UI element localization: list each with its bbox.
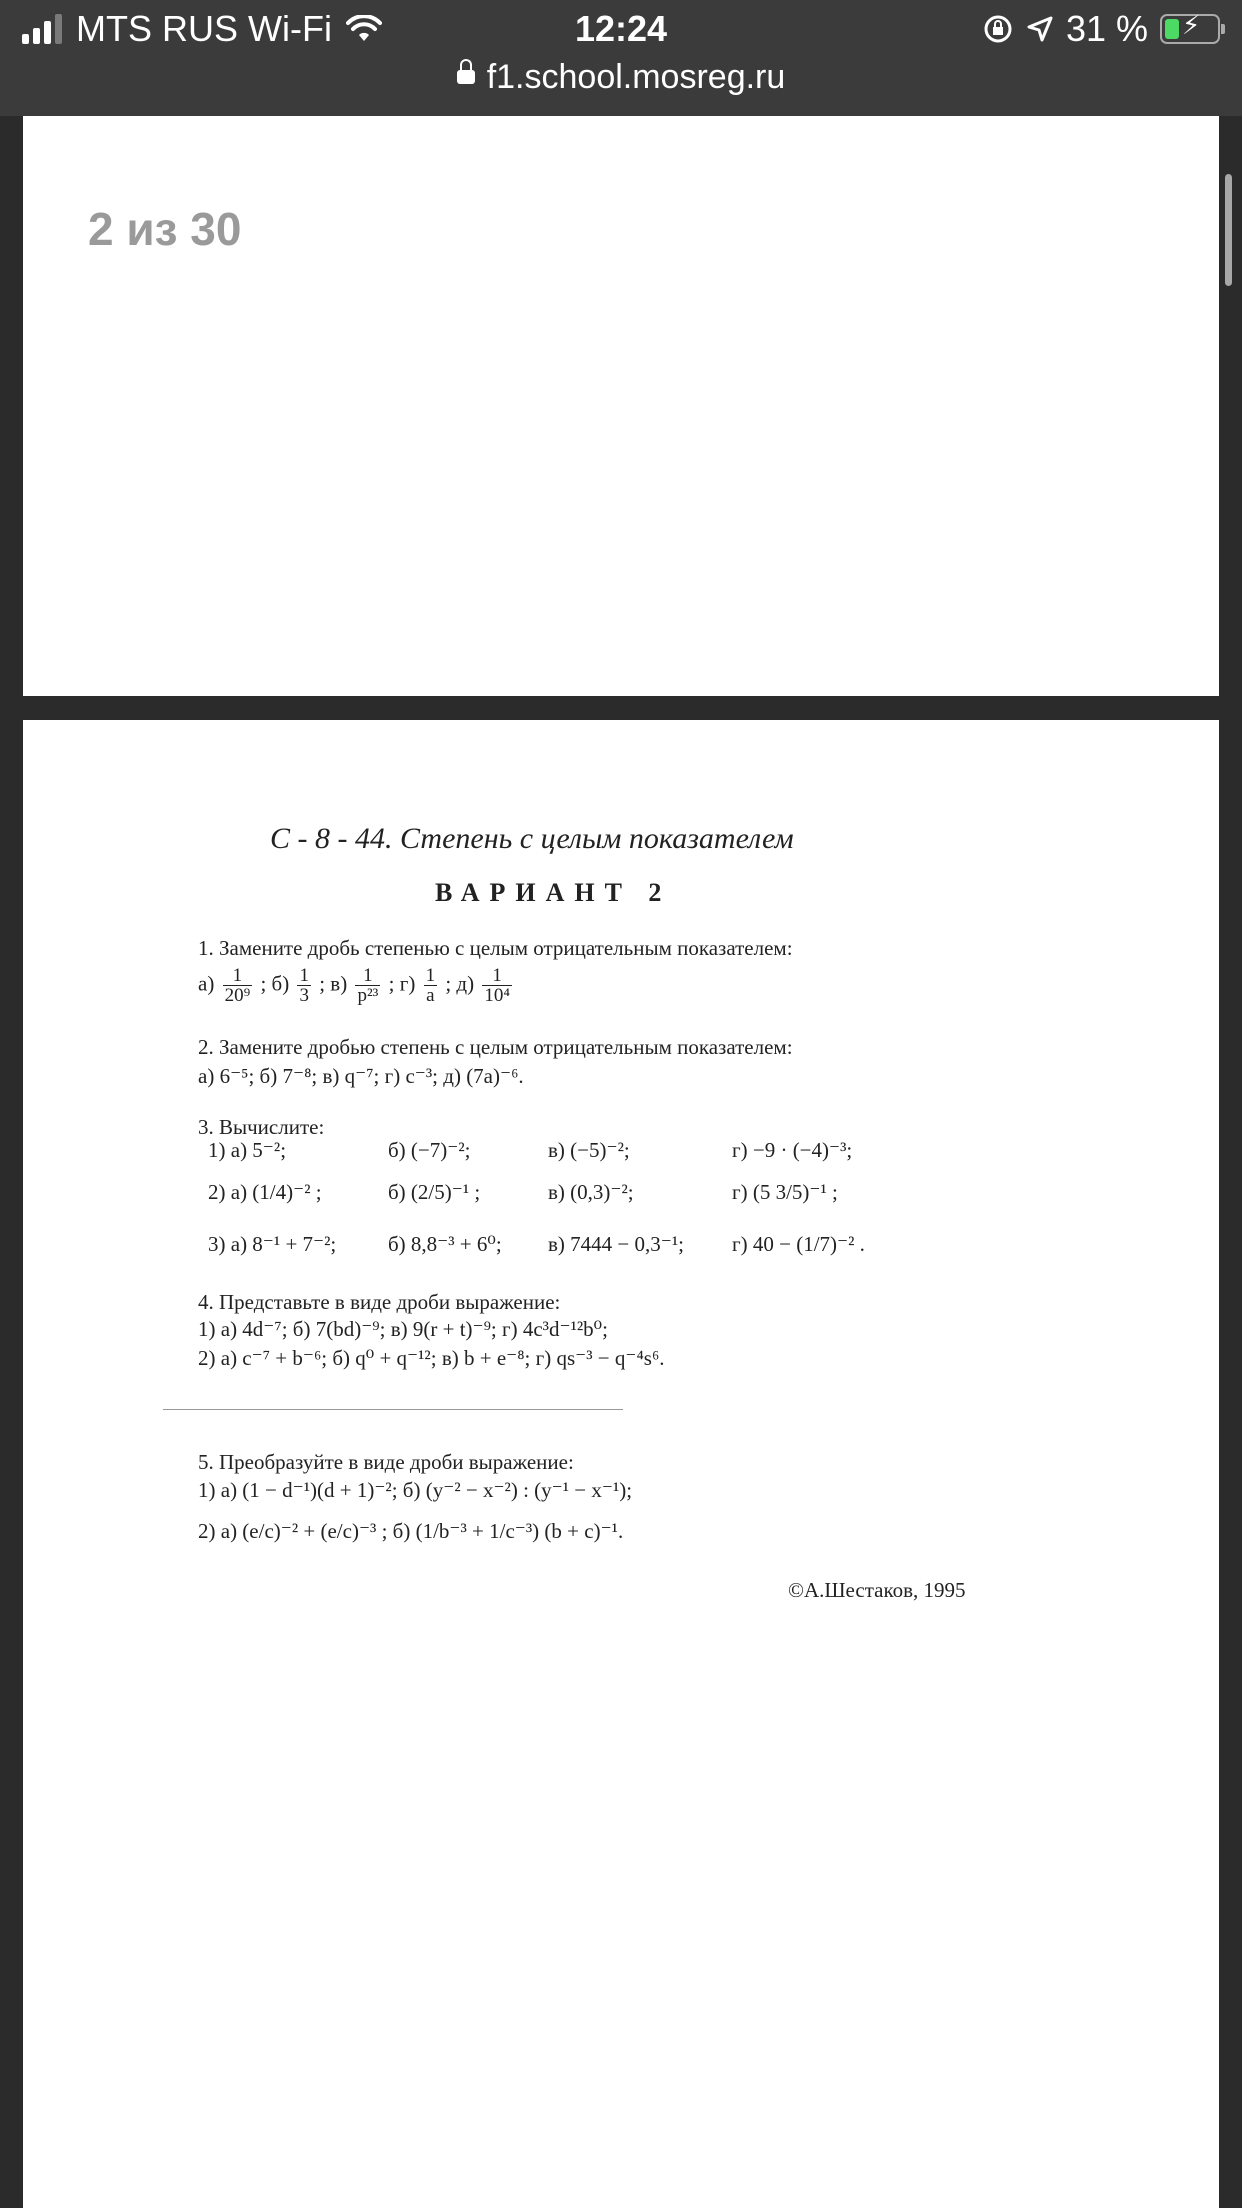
clock: 12:24 xyxy=(574,8,668,49)
question-2-items: а) 6⁻⁵; б) 7⁻⁸; в) q⁻⁷; г) c⁻³; д) (7a)⁻⁶. xyxy=(198,1064,524,1088)
variant-heading: ВАРИАНТ 2 xyxy=(435,878,672,907)
q5-row1: 1) а) (1 − d⁻¹)(d + 1)⁻²; б) (y⁻² − x⁻²) : (y⁻¹ − x⁻¹); xyxy=(198,1478,633,1502)
url-text: f1.school.mosreg.ru xyxy=(486,58,786,96)
carrier-label: MTS RUS Wi-Fi xyxy=(76,8,332,49)
lock-icon xyxy=(457,70,475,84)
q3-row3-a: 3) а) 8⁻¹ + 7⁻²; xyxy=(208,1232,337,1256)
orientation-lock-icon xyxy=(982,13,1014,45)
item-label: ; б) xyxy=(260,971,290,996)
scrollbar[interactable] xyxy=(1225,174,1232,286)
question-2: 2. Замените дробью степень с целым отрицательным показателем: xyxy=(198,1035,793,1059)
fraction: $\frac{1}{3}$ xyxy=(299,965,309,1006)
url-bar[interactable] xyxy=(0,58,1242,97)
q3-row2-c: в) (0,3)⁻²; xyxy=(548,1180,634,1204)
q3-row2-a: 2) а) (1/4)⁻² ; xyxy=(208,1180,322,1204)
q3-row1-b: б) (−7)⁻²; xyxy=(388,1138,471,1162)
page-counter: 2 из 30 xyxy=(88,203,242,255)
section-divider xyxy=(163,1409,623,1410)
q3-row3-d: г) 40 − (1/7)⁻² . xyxy=(732,1232,865,1256)
item-label: ; в) xyxy=(319,971,348,996)
item-label: ; д) xyxy=(445,971,475,996)
fraction: $\frac{1}{\text{p²³}}$ xyxy=(357,965,379,1006)
q3-row1-d: г) −9 · (−4)⁻³; xyxy=(732,1138,853,1162)
location-arrow-icon xyxy=(1026,15,1054,43)
battery-icon: ⚡ xyxy=(1160,14,1220,44)
item-label: а) xyxy=(198,971,215,996)
q3-row3-c: в) 7444 − 0,3⁻¹; xyxy=(548,1232,684,1256)
q4-row2: 2) а) c⁻⁷ + b⁻⁶; б) q⁰ + q⁻¹²; в) b + e⁻⁸; г) qs⁻³ − q⁻⁴s⁶. xyxy=(198,1346,665,1370)
fraction: $\frac{1}{\text{20⁹}}$ xyxy=(224,965,251,1006)
status-bar xyxy=(0,0,1242,116)
q3-row2-b: б) (2/5)⁻¹ ; xyxy=(388,1180,481,1204)
item-label: ; г) xyxy=(388,971,416,996)
q3-row2-d: г) (5 3/5)⁻¹ ; xyxy=(732,1180,838,1204)
copyright: ©А.Шестаков, 1995 xyxy=(788,1578,966,1602)
fraction: $\frac{1}{\text{10⁴}}$ xyxy=(484,965,510,1006)
fraction: $\frac{1}{a}$ xyxy=(425,965,436,1006)
question-1: 1. Замените дробь степенью с целым отрицательным показателем: xyxy=(198,936,793,960)
q4-row1: 1) а) 4d⁻⁷; б) 7(bd)⁻⁹; в) 9(r + t)⁻⁹; г) 4c³d⁻¹²b⁰; xyxy=(198,1317,608,1341)
worksheet-title: С - 8 - 44. Степень с целым показателем xyxy=(270,822,794,855)
battery-percent: 31 % xyxy=(1065,8,1148,49)
question-3: 3. Вычислите: xyxy=(198,1115,325,1139)
q3-row1-a: 1) а) 5⁻²; xyxy=(208,1138,287,1162)
question-4: 4. Представьте в виде дроби выражение: xyxy=(198,1290,561,1314)
question-5: 5. Преобразуйте в виде дроби выражение: xyxy=(198,1450,574,1474)
q3-row3-b: б) 8,8⁻³ + 6⁰; xyxy=(388,1232,502,1256)
status-right xyxy=(982,8,1220,50)
q3-row1-c: в) (−5)⁻²; xyxy=(548,1138,630,1162)
question-1-items xyxy=(198,966,515,1005)
q5-row2: 2) а) (e/c)⁻² + (e/c)⁻³ ; б) (1/b⁻³ + 1/c⁻³) (b + c)⁻¹. xyxy=(198,1519,624,1543)
